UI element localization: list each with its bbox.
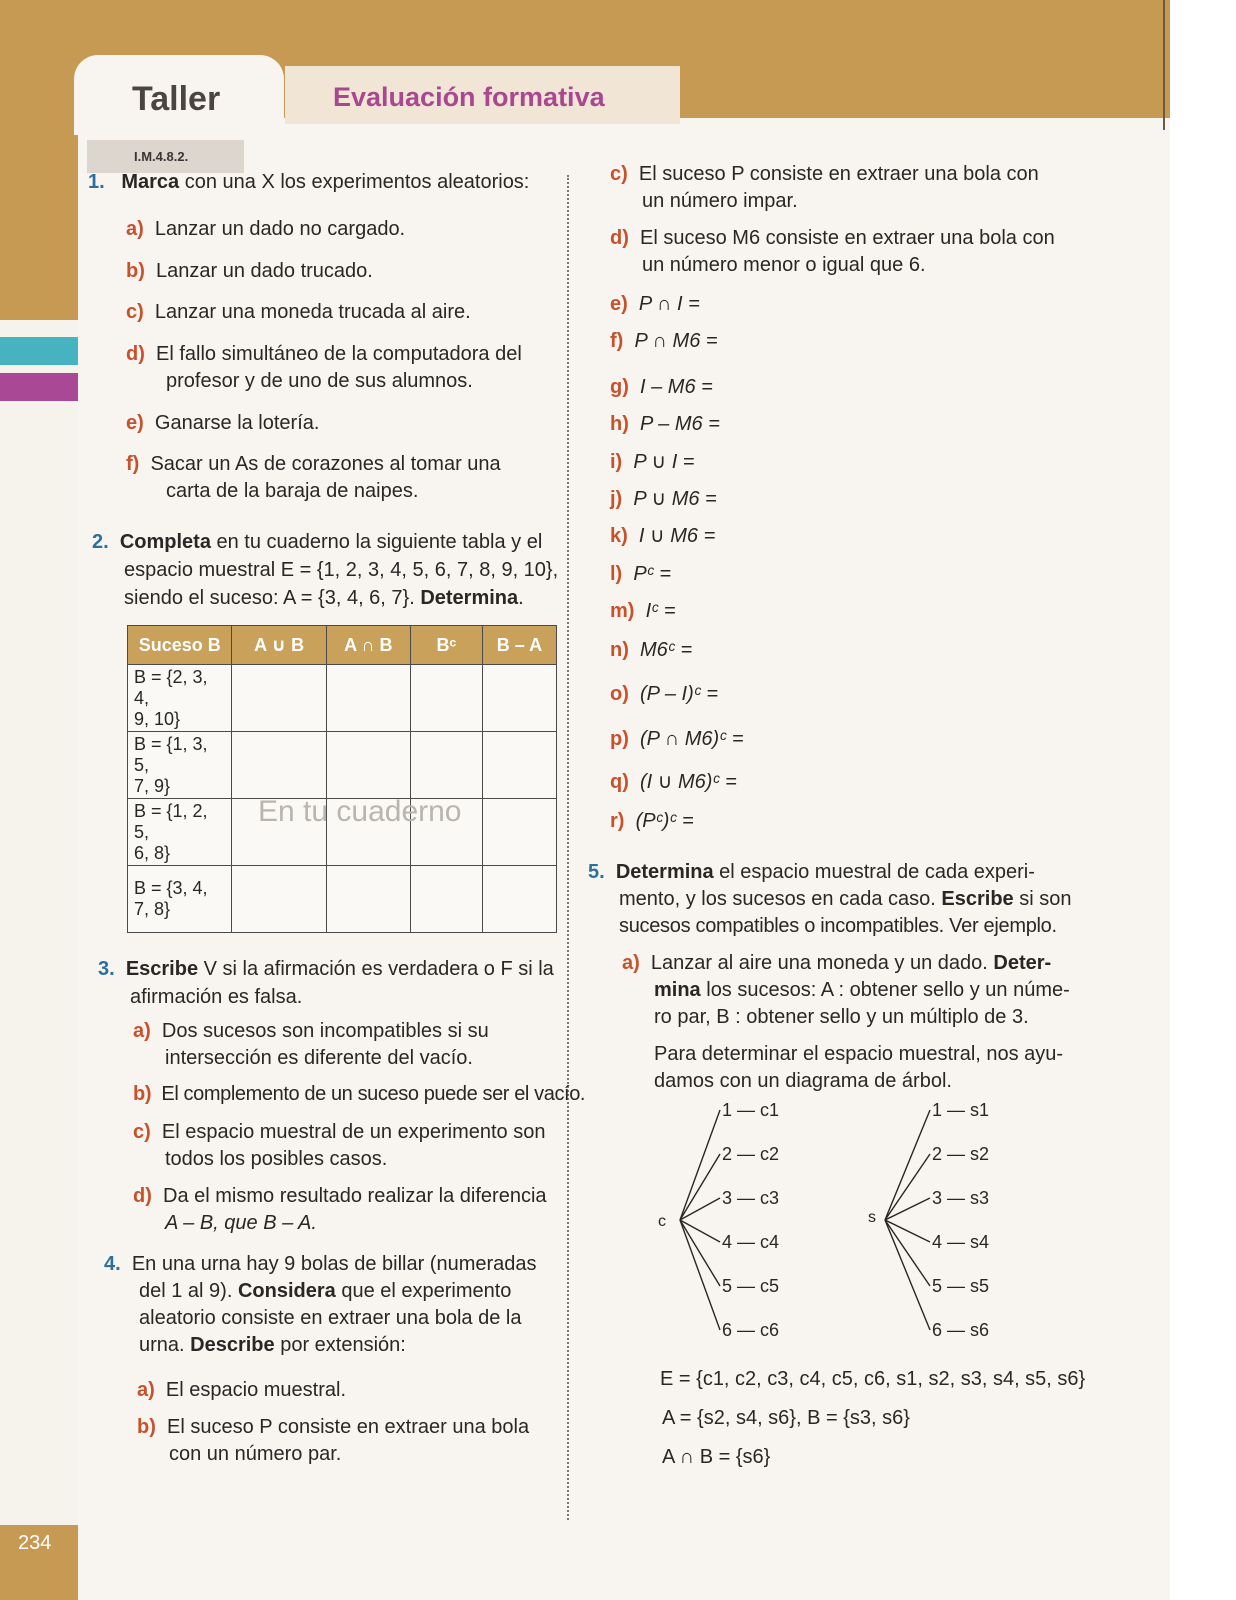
events-A-B: A = {s2, s4, s6}, B = {s3, s6} — [662, 1407, 910, 1429]
q4-item-r: r) (Pᶜ)ᶜ = — [610, 810, 694, 832]
row-label: B = {1, 3, 5, 7, 9} — [128, 732, 232, 799]
q1-item-d-cont: profesor y de uno de sus alumnos. — [166, 370, 473, 392]
tree-leaf-c2: 2 — c2 — [722, 1144, 780, 1164]
sample-space-E: E = {c1, c2, c3, c4, c5, c6, s1, s2, s3, s4, s5, s6} — [660, 1368, 1086, 1390]
q1-item-e: e) Ganarse la lotería. — [126, 412, 320, 434]
intersection-A-B: A ∩ B = {s6} — [662, 1446, 771, 1468]
q5-item-a-l4: Para determinar el espacio muestral, nos ayu- — [654, 1043, 1064, 1065]
q5-item-a: a) Lanzar al aire una moneda y un dado. Deter- — [622, 952, 1052, 974]
q3-item-b: b) El complemento de un suceso puede ser el vacío. — [133, 1083, 586, 1105]
q3-item-d: d) Da el mismo resultado realizar la diferencia — [133, 1185, 547, 1207]
q4-prompt-l2: del 1 al 9). Considera que el experimento — [139, 1280, 512, 1302]
q1-item-c: c) Lanzar una moneda trucada al aire. — [126, 301, 471, 323]
q4-prompt: 4. En una urna hay 9 bolas de billar (numeradas — [104, 1253, 537, 1275]
q4-item-m: m) Iᶜ = — [610, 600, 676, 622]
th-complement: Bᶜ — [410, 626, 482, 665]
row-label: B = {2, 3, 4, 9, 10} — [128, 665, 232, 732]
q5-prompt: 5. Determina el espacio muestral de cada experi- — [588, 861, 1035, 883]
q4-item-e: e) P ∩ I = — [610, 293, 700, 315]
q4-item-g: g) I – M6 = — [610, 376, 713, 398]
q4-item-b-cont: con un número par. — [169, 1443, 342, 1465]
q1-item-a: a) Lanzar un dado no cargado. — [126, 218, 406, 240]
q1-item-b: b) Lanzar un dado trucado. — [126, 260, 373, 282]
empty-cell — [326, 732, 410, 799]
tree-root-c: c — [658, 1213, 666, 1230]
q4-item-l: l) Pᶜ = — [610, 563, 672, 585]
empty-cell — [410, 732, 482, 799]
q4-prompt-l3: aleatorio consiste en extraer una bola de la — [139, 1307, 522, 1329]
q4-item-i: i) P ∪ I = — [610, 451, 695, 473]
right-margin — [1170, 0, 1236, 1600]
q2-prompt: 2. Completa en tu cuaderno la siguiente tabla y el — [92, 531, 543, 553]
teal-marker — [0, 337, 78, 365]
tree-leaf-c3: 3 — c3 — [722, 1188, 780, 1208]
tree-leaf-s5: 5 — s5 — [932, 1276, 990, 1296]
q3-item-d-cont: A – B, que B – A. — [165, 1212, 317, 1234]
magenta-marker — [0, 373, 78, 401]
th-suceso-b: Suceso B — [128, 626, 232, 665]
q5-item-a-l3: ro par, B : obtener sello y un múltiplo de 3. — [654, 1006, 1029, 1028]
q1-prompt: 1. Marca con una X los experimentos aleatorios: — [88, 171, 530, 193]
indicator-code: I.M.4.8.2. — [134, 149, 189, 164]
table-row — [128, 665, 557, 732]
q4-item-n: n) M6ᶜ = — [610, 639, 693, 661]
q4-item-o: o) (P – I)ᶜ = — [610, 683, 719, 705]
q2-event: siendo el suceso: A = {3, 4, 6, 7}. Determina. — [124, 587, 524, 609]
tree-root-s: s — [868, 1209, 876, 1226]
page-title: Evaluación formativa — [333, 82, 605, 112]
tree-leaf-s3: 3 — s3 — [932, 1188, 990, 1208]
tree-leaf-c6: 6 — c6 — [722, 1320, 780, 1340]
empty-cell — [482, 665, 556, 732]
q4-item-a: a) El espacio muestral. — [137, 1379, 346, 1401]
page-number: 234 — [18, 1532, 52, 1554]
empty-cell — [326, 866, 410, 933]
empty-cell — [410, 866, 482, 933]
left-band — [0, 0, 80, 320]
q3-prompt: 3. Escribe V si la afirmación es verdadera o F si la — [98, 958, 554, 980]
empty-cell — [410, 665, 482, 732]
empty-cell — [326, 665, 410, 732]
q4-item-f: f) P ∩ M6 = — [610, 330, 718, 352]
tree-leaf-s4: 4 — s4 — [932, 1232, 990, 1252]
empty-cell — [232, 866, 326, 933]
empty-cell — [482, 799, 556, 866]
table-row — [128, 866, 557, 933]
column-divider — [567, 175, 569, 1520]
q5-item-a-l2: mina los sucesos: A : obtener sello y un núme- — [654, 979, 1070, 1001]
q1-item-f-cont: carta de la baraja de naipes. — [166, 480, 419, 502]
q3-item-c: c) El espacio muestral de un experimento son — [133, 1121, 546, 1143]
q1-item-f: f) Sacar un As de corazones al tomar una — [126, 453, 501, 475]
q4-prompt-l4: urna. Describe por extensión: — [139, 1334, 406, 1356]
tree-diagram — [650, 1095, 1070, 1360]
section-title: Taller — [132, 80, 221, 118]
row-label: B = {3, 4, 7, 8} — [128, 866, 232, 933]
th-difference: B – A — [482, 626, 556, 665]
q3-item-a-cont: intersección es diferente del vacío. — [165, 1047, 473, 1069]
tree-leaf-c5: 5 — c5 — [722, 1276, 780, 1296]
q2-sample-space: espacio muestral E = {1, 2, 3, 4, 5, 6, 7, 8, 9, 10}, — [124, 559, 559, 581]
q4-item-c-cont: un número impar. — [642, 190, 798, 212]
q4-item-j: j) P ∪ M6 = — [610, 488, 717, 510]
q5-item-a-l5: damos con un diagrama de árbol. — [654, 1070, 952, 1092]
tree-leaf-c4: 4 — c4 — [722, 1232, 780, 1252]
th-intersection: A ∩ B — [326, 626, 410, 665]
q3-item-c-cont: todos los posibles casos. — [165, 1148, 388, 1170]
q4-item-h: h) P – M6 = — [610, 413, 720, 435]
q4-item-q: q) (I ∪ M6)ᶜ = — [610, 771, 737, 793]
events-table — [127, 625, 557, 933]
empty-cell — [482, 732, 556, 799]
right-rule — [1163, 0, 1165, 130]
q3-item-a: a) Dos sucesos son incompatibles si su — [133, 1020, 489, 1042]
q4-item-k: k) I ∪ M6 = — [610, 525, 716, 547]
q4-item-c: c) El suceso P consiste en extraer una bola con — [610, 163, 1039, 185]
tree-leaf-s6: 6 — s6 — [932, 1320, 990, 1340]
tree-leaf-s1: 1 — s1 — [932, 1100, 990, 1120]
empty-cell — [232, 732, 326, 799]
empty-cell — [482, 866, 556, 933]
q4-item-d: d) El suceso M6 consiste en extraer una bola con — [610, 227, 1055, 249]
q3-prompt-cont: afirmación es falsa. — [130, 986, 303, 1008]
table-row — [128, 732, 557, 799]
tree-leaf-s2: 2 — s2 — [932, 1144, 990, 1164]
th-union: A ∪ B — [232, 626, 326, 665]
q1-item-d: d) El fallo simultáneo de la computadora del — [126, 343, 522, 365]
q4-item-b: b) El suceso P consiste en extraer una bola — [137, 1416, 530, 1438]
row-label: B = {1, 2, 5, 6, 8} — [128, 799, 232, 866]
notebook-watermark: En tu cuaderno — [258, 795, 462, 828]
empty-cell — [232, 665, 326, 732]
q5-prompt-l2: mento, y los sucesos en cada caso. Escribe si son — [619, 888, 1072, 910]
q4-item-d-cont: un número menor o igual que 6. — [642, 254, 926, 276]
tree-leaf-c1: 1 — c1 — [722, 1100, 780, 1120]
q4-item-p: p) (P ∩ M6)ᶜ = — [610, 728, 744, 750]
q5-prompt-l3: sucesos compatibles o incompatibles. Ver ejemplo. — [619, 915, 1057, 937]
